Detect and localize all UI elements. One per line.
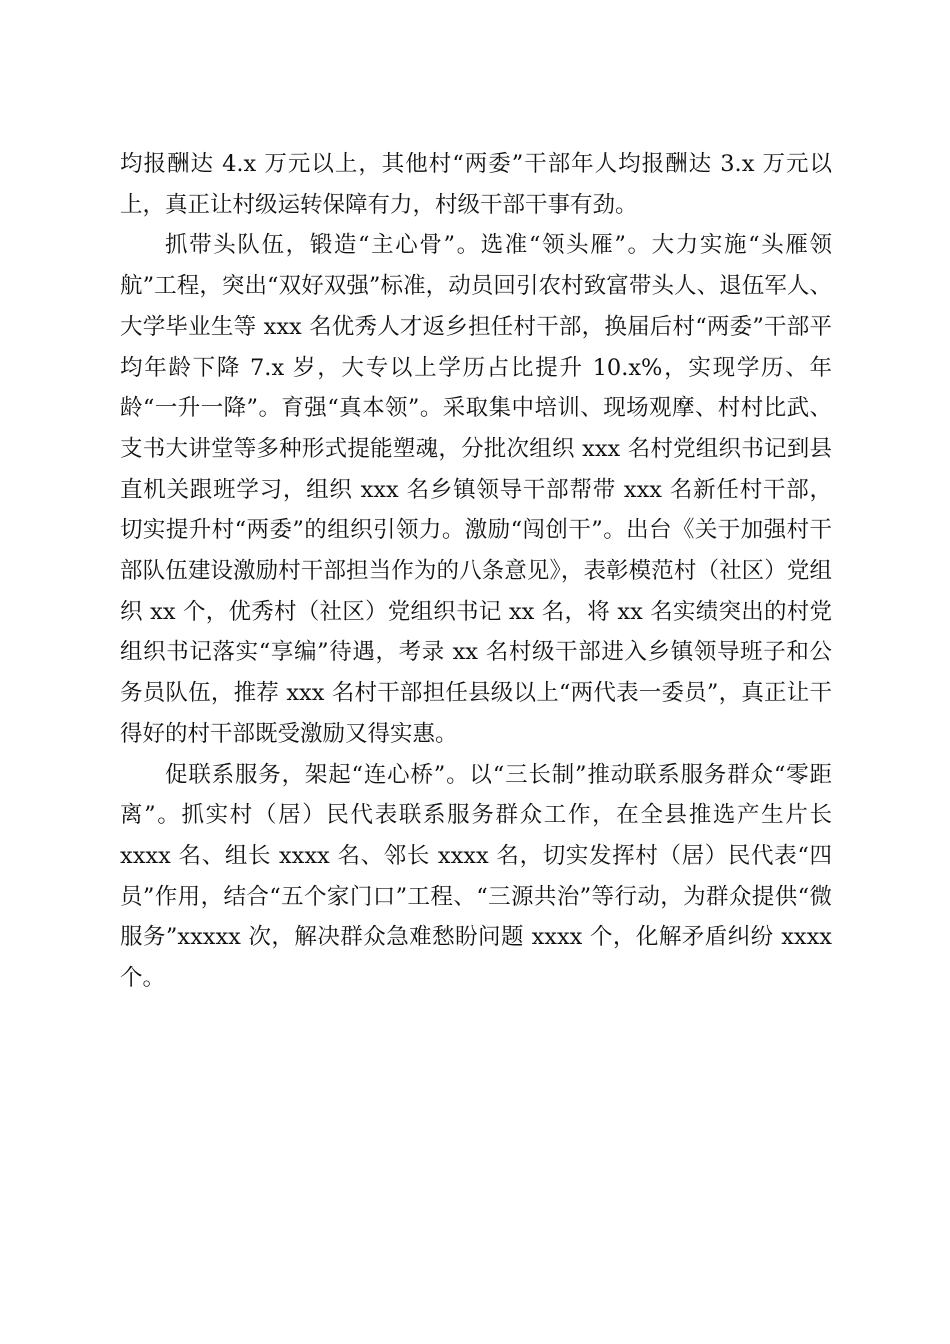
paragraph-contact-service: 促联系服务，架起“连心桥”。以“三长制”推动联系服务群众“零距离”。抓实村（居）民代表联系服务群众工作，在全县推选产生片长 xxxx 名、组长 xxxx 名、邻长 xxxx 名，切实发挥村（居）民代表“四员”作用，结合“五个家门口”工程、“三源共治”等行动，为群众提供“微服务”xxxxx 次，解决群众急难愁盼问题 xxxx 个，化解矛盾纠纷 xxxx 个。	[120, 761, 832, 992]
body-text	[120, 144, 832, 999]
paragraph-continuation: 均报酬达 4.x 万元以上，其他村“两委”干部年人均报酬达 3.x 万元以上，真正让村级运转保障有力，村级干部干事有劲。	[120, 151, 832, 218]
paragraph-leadership-team: 抓带头队伍，锻造“主心骨”。选准“领头雁”。大力实施“头雁领航”工程，突出“双好双强”标准，动员回引农村致富带头人、退伍军人、大学毕业生等 xxx 名优秀人才返乡担任村干部，换届后村“两委”干部平均年龄下降 7.x 岁，大专以上学历占比提升 10.x%，实现学历、年龄“一升一降”。育强“真本领”。采取集中培训、现场观摩、村村比武、支书大讲堂等多种形式提能塑魂，分批次组织 xxx 名村党组织书记到县直机关跟班学习，组织 xxx 名乡镇领导干部帮带 xxx 名新任村干部，切实提升村“两委”的组织引领力。激励“闯创干”。出台《关于加强村干部队伍建设激励村干部担当作为的八条意见》，表彰模范村（社区）党组织 xx 个，优秀村（社区）党组织书记 xx 名，将 xx 名实绩突出的村党组织书记落实“享编”待遇，考录 xx 名村级干部进入乡镇领导班子和公务员队伍，推荐 xxx 名村干部担任县级以上“两代表一委员”，真正让干得好的村干部既受激励又得实惠。	[120, 232, 832, 747]
